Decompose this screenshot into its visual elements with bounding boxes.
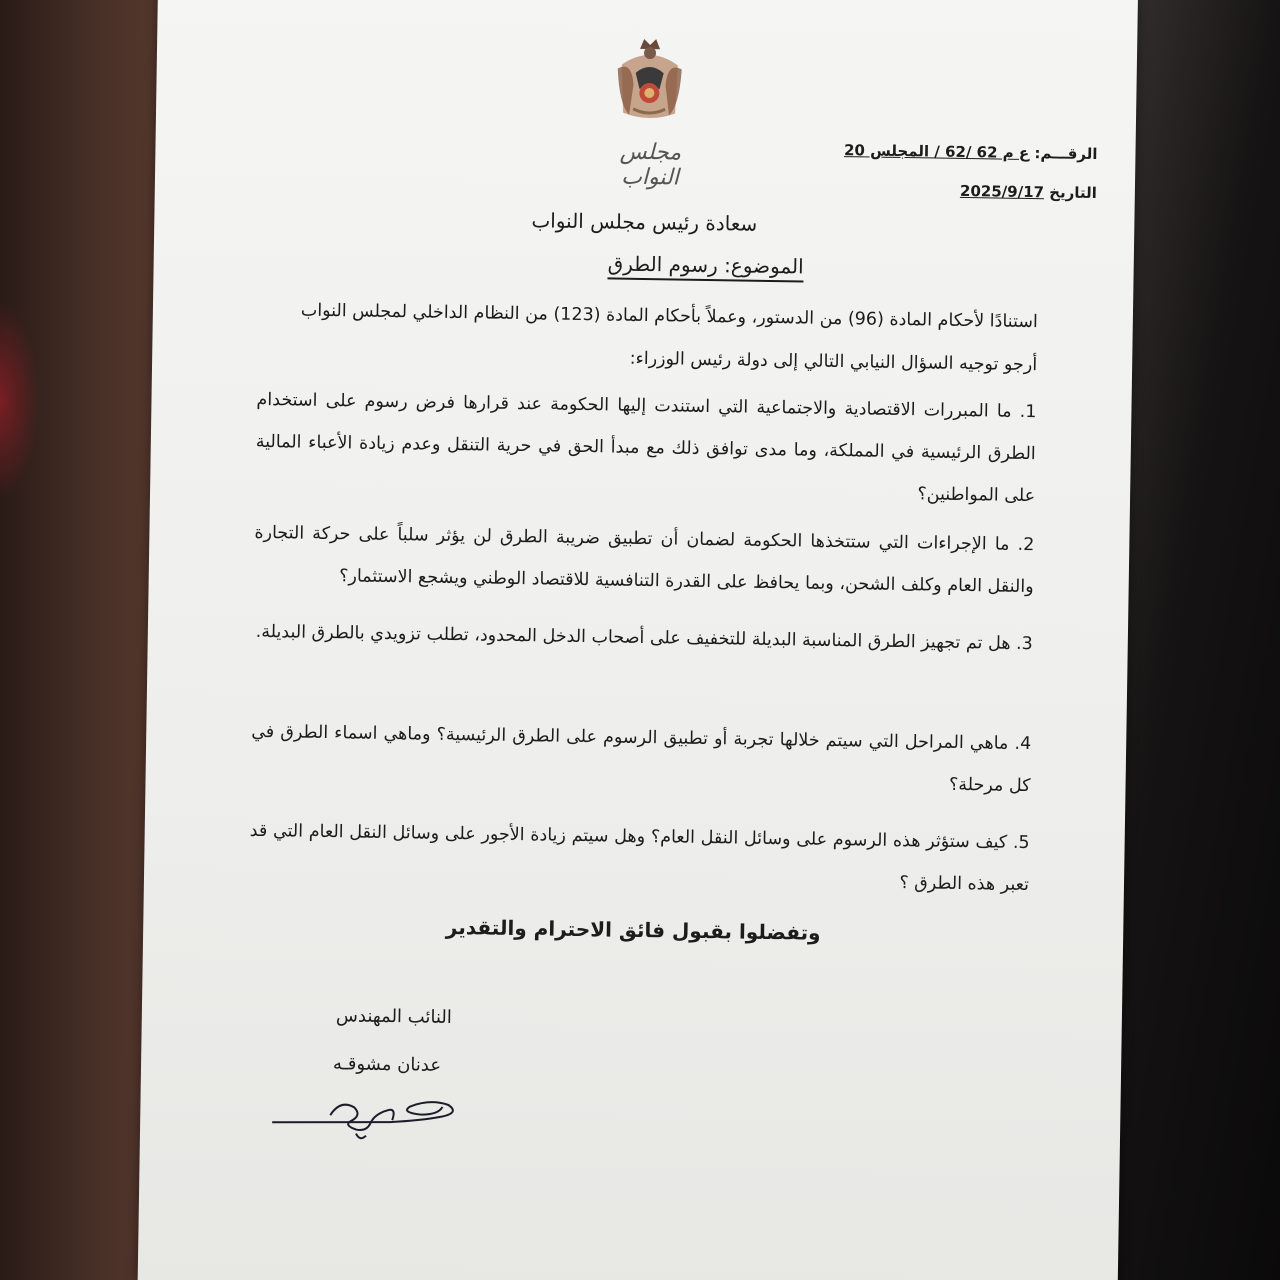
date-label: التاريخ	[1049, 183, 1098, 203]
subject-line: الموضوع: رسوم الطرق	[607, 251, 803, 282]
question-1: 1. ما المبررات الاقتصادية والاجتماعية التي استندت إليها الحكومة عند قرارها فرض رسوم على استخدام الطرق الرئيسية في المملكة، وما مدى توافق ذلك مع مبدأ الحق في حرية التنقل وعدم زيادة الأعباء المالية على المواطنين؟	[255, 389, 1037, 507]
date-value: 2025/9/17	[959, 181, 1045, 202]
handwritten-signature	[270, 1084, 471, 1147]
intro-paragraph-1: استنادًا لأحكام المادة (96) من الدستور، وعملاً بأحكام المادة (123) من النظام الداخلي لمجلس النواب	[300, 300, 1038, 333]
coat-of-arms-emblem	[611, 34, 688, 125]
reference-label: الرقـــم:	[1034, 144, 1098, 164]
intro-paragraph-2: أرجو توجيه السؤال النيابي التالي إلى دولة رئيس الوزراء:	[629, 348, 1038, 376]
closing-line: وتفضلوا بقبول فائق الاحترام والتقدير	[445, 914, 821, 945]
letter-paper	[138, 0, 1138, 1280]
desk-stain	[0, 300, 40, 500]
signatory-name: عدنان مشوقـه	[332, 1053, 442, 1076]
question-3: 3. هل تم تجهيز الطرق المناسبة البديلة للتخفيف على أصحاب الدخل المحدود، تطلب تزويدي بالطرق البديلة.	[255, 621, 1033, 655]
signatory-title: النائب المهندس	[335, 1005, 453, 1029]
addressee: سعادة رئيس مجلس النواب	[531, 208, 758, 236]
reference-number	[777, 140, 1097, 163]
question-2: 2. ما الإجراءات التي ستتخذها الحكومة لضمان أن تطبيق ضريبة الطرق لن يؤثر سلباً على حركة التجارة والنقل العام وكلف الشحن، وبما يحافظ على القدرة التنافسية للاقتصاد الوطني ويشجع الاستثمار؟	[254, 522, 1035, 598]
question-5: 5. كيف ستؤثر هذه الرسوم على وسائل النقل العام؟ وهل سيتم زيادة الأجور على وسائل النقل العام التي قد تعبر هذه الطرق ؟	[249, 820, 1030, 896]
question-4: 4. ماهي المراحل التي سيتم خلالها تجربة أو تطبيق الرسوم على الطرق الرئيسية؟ وماهي اسماء الطرق في كل مرحلة؟	[251, 721, 1032, 797]
council-name-header: مجلس النواب	[619, 139, 682, 191]
reference-value: ع م 62 /62 / المجلس 20	[843, 141, 1030, 163]
letter-date	[777, 179, 1097, 202]
